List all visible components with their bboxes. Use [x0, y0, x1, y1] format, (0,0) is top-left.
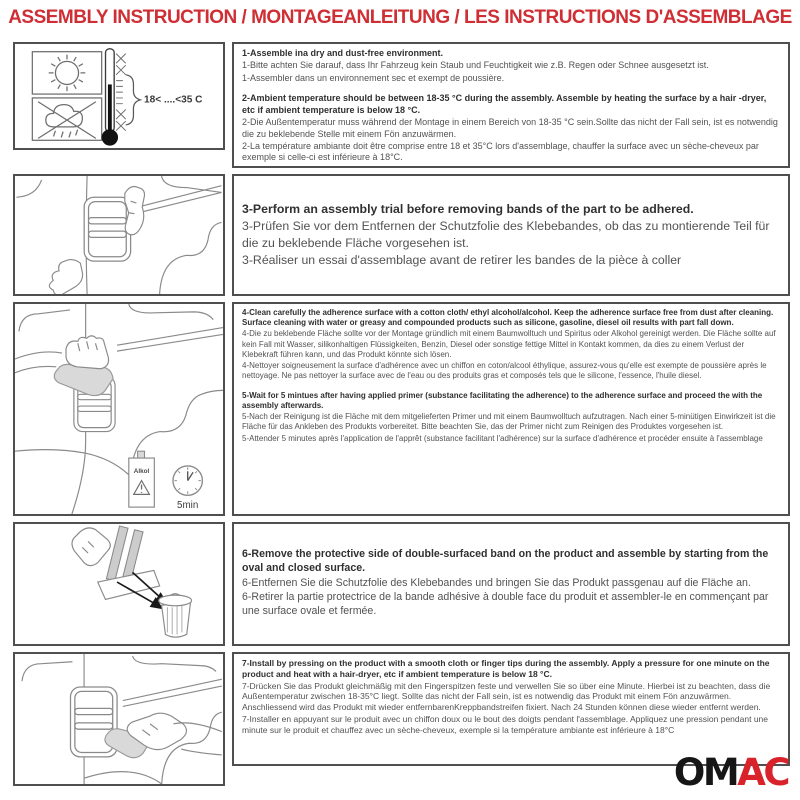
step-4-en: 4-Clean carefully the adherence surface with a cotton cloth/ ethyl alcohol/alcohol. Keep the adherence surface free from dust after cleaning. Surface cleaning with water or greasy and compounded products such as silicone, gasoline, diesel oil results with part fall down. [242, 308, 774, 328]
step-3-en: 3-Perform an assembly trial before removing bands of the part to be adhered. [242, 202, 694, 217]
step-3-de: 3-Prüfen Sie vor dem Entfernen der Schutzfolie des Klebebandes, ob das zu montierende Teil für die zu beklebende Fläche vorgesehen ist. [242, 219, 770, 250]
instruction-row-environment [13, 42, 790, 168]
step-1-en: 1-Assemble ina dry and dust-free environment. [242, 48, 444, 58]
step-5-fr: 5-Attender 5 minutes après l'application de l'apprêt (substance facilitant l'adhérence) sur la surface d'adhérence et procéder ensuite à l'assemblage [242, 433, 763, 443]
step-1-fr: 1-Assembler dans un environnement sec et exempt de poussière. [242, 72, 505, 83]
step-7-de: 7-Drücken Sie das Produkt gleichmäßig mit den Fingerspitzen feste und verwellen Sie so über eine Minute. Hierbei ist zu beachten, dass die Außentemperatur zwischen 18-35°C liegt. Sollte das nicht der Fall sein, ist es notwendig das Produkt mit einem Fön anzuwärmen. Anschliessend wird das Produkt mit wieder entfernbarenKreppbandstreifen fixiert. Nach 24 Stunden können diese wieder entfernt werden. [242, 680, 771, 713]
trash-bin-icon [159, 594, 192, 638]
remove-band-illustration [15, 524, 223, 644]
thermometer-icon [102, 49, 204, 146]
step-2-en: 2-Ambient temperature should be between 18-35 °C during the assembly. Assemble by heating the surface by a hair -dryer, etc if ambient temperature is below 18 °C. [242, 93, 767, 115]
step-6-en: 6-Remove the protective side of double-surfaced band on the product and assemble by starting from the oval and closed surface. [242, 547, 769, 574]
logo-text-black: OM [673, 751, 738, 794]
environment-illustration [15, 44, 223, 148]
step-7-en: 7-Install by pressing on the product with a smooth cloth or finger tips during the assembly. Apply a pressure for one minute on the product and heat with a hair-dryer, etc if ambient temperature is below 18 °C. [242, 658, 770, 679]
cleaning-hand-icon [54, 336, 113, 396]
instruction-table [13, 42, 790, 786]
illustration-remove-band [13, 522, 225, 646]
clock-label: 5min [177, 500, 199, 512]
cleaning-illustration [15, 304, 223, 514]
step-4-de: 4-Die zu beklebende Fläche sollte vor der Montage gründlich mit einem Baumwolltuch und Spiritus oder Alkohol gereinigt werden. Die Fläche sollte auf kein Fall mit Wasser, silikonhaltigen Flüssigkeiten, Benzin, Diesel oder sonstige fettige Mittel in Kontakt kommen, da dies zu einem Verlust der Klebekraft führen kann, und das Produkt könnte sich lösen. [242, 329, 776, 359]
illustration-install-press [13, 652, 225, 786]
instruction-row-remove-band [13, 522, 790, 646]
step-4-fr: 4-Nettoyer soigneusement la surface d'adhérence avec un chiffon en coton/alcool éthylique, assurez-vous qu'elle est exempte de poussière après le nettoyage. Ne pas nettoyer la surface avec de l'eau ou des produits gras et composés tels que le silicone, l'essence, l'huile diesel. [242, 361, 767, 381]
step-3-fr: 3-Réaliser un essai d'assemblage avant de retirer les bandes de la pièce à coller [242, 252, 682, 267]
illustration-clean-wait [13, 302, 225, 516]
vehicle-outline-icon [22, 654, 222, 784]
step-1-de: 1-Bitte achten Sie darauf, dass Ihr Fahrzeug kein Staub und Feuchtigkeit wie z.B. Regen oder Schnee ausgesetzt ist. [242, 60, 709, 71]
press-cloth-hand-icon [105, 713, 222, 758]
instruction-text-install-press [232, 652, 790, 766]
install-press-illustration [15, 654, 223, 784]
step-7-fr: 7-Installer en appuyant sur le produit avec un chiffon doux ou le bout des doigts pendant l'assemblage. Appliquez une pression pendant une minute sur le produit et chauffez avec un sèche-cheveux, exemple si la température ambiante est inférieure à 18°C [242, 713, 768, 735]
step-5-de: 5-Nach der Reinigung ist die Fläche mit dem mitgelieferten Primer und mit einem Baumwolltuch aufzutragen. Nach einer 5-minütigen Einwirkzeit ist die Fläche für das Ankleben des Produkts vorbereitet. Bitte beachten Sie, das der Primer nicht zum Reinigen des Produktes vorgesehen ist. [242, 412, 776, 432]
omac-logo [673, 751, 788, 794]
instruction-text-trial-fit [232, 174, 790, 296]
illustration-trial-fit [13, 174, 225, 296]
alcohol-bottle-icon [129, 451, 155, 507]
sun-icon [49, 55, 86, 92]
step-5-en: 5-Wait for 5 mintues after having applied primer (substance facilitating the adherence) to the adherence surface and proceed the with the assembly afterwards. [242, 390, 763, 410]
step-6-fr: 6-Retirer la partie protectrice de la bande adhésive à double face du produit et assembler-le en commençant par une surface ovale et fermée. [242, 591, 769, 618]
temperature-range-label: 18< ....<35 C [144, 94, 203, 106]
peel-tape-hand-icon [72, 528, 110, 566]
logo-text-red: AC [737, 751, 788, 794]
no-rain-icon [38, 102, 96, 139]
instruction-text-remove-band [232, 522, 790, 646]
instruction-row-trial-fit [13, 174, 790, 296]
page-title: ASSEMBLY INSTRUCTION / MONTAGEANLEITUNG / LES INSTRUCTIONS D'ASSEMBLAGE [8, 7, 792, 28]
instruction-text-environment [232, 42, 790, 168]
trial-fit-hands-icon [15, 176, 223, 294]
bottle-label: Alkol [133, 467, 150, 475]
instruction-text-clean-wait [232, 302, 790, 516]
step-2-fr: 2-La température ambiante doit être comprise entre 18 et 35°C lors d'assemblage, chauffer la surface avec un sèche-cheveux par exemple si celle-ci est inférieure à 18°C. [242, 140, 759, 163]
step-2-de: 2-Die Außentemperatur muss während der Montage in einem Bereich von 18-35 °C sein.Sollte das nicht der Fall sein, ist es notwendig die zu beklebende Stelle mit einem Fön anzuwärmen. [242, 117, 778, 139]
illustration-environment [13, 42, 225, 150]
step-6-de: 6-Entfernen Sie die Schutzfolie des Klebebandes und bringen Sie das Produkt passgenau auf die Fläche an. [242, 576, 751, 589]
product-frame-icon [84, 197, 130, 261]
instruction-row-clean-wait [13, 302, 790, 516]
clock-icon [173, 466, 202, 511]
brace-glyph [126, 75, 140, 125]
